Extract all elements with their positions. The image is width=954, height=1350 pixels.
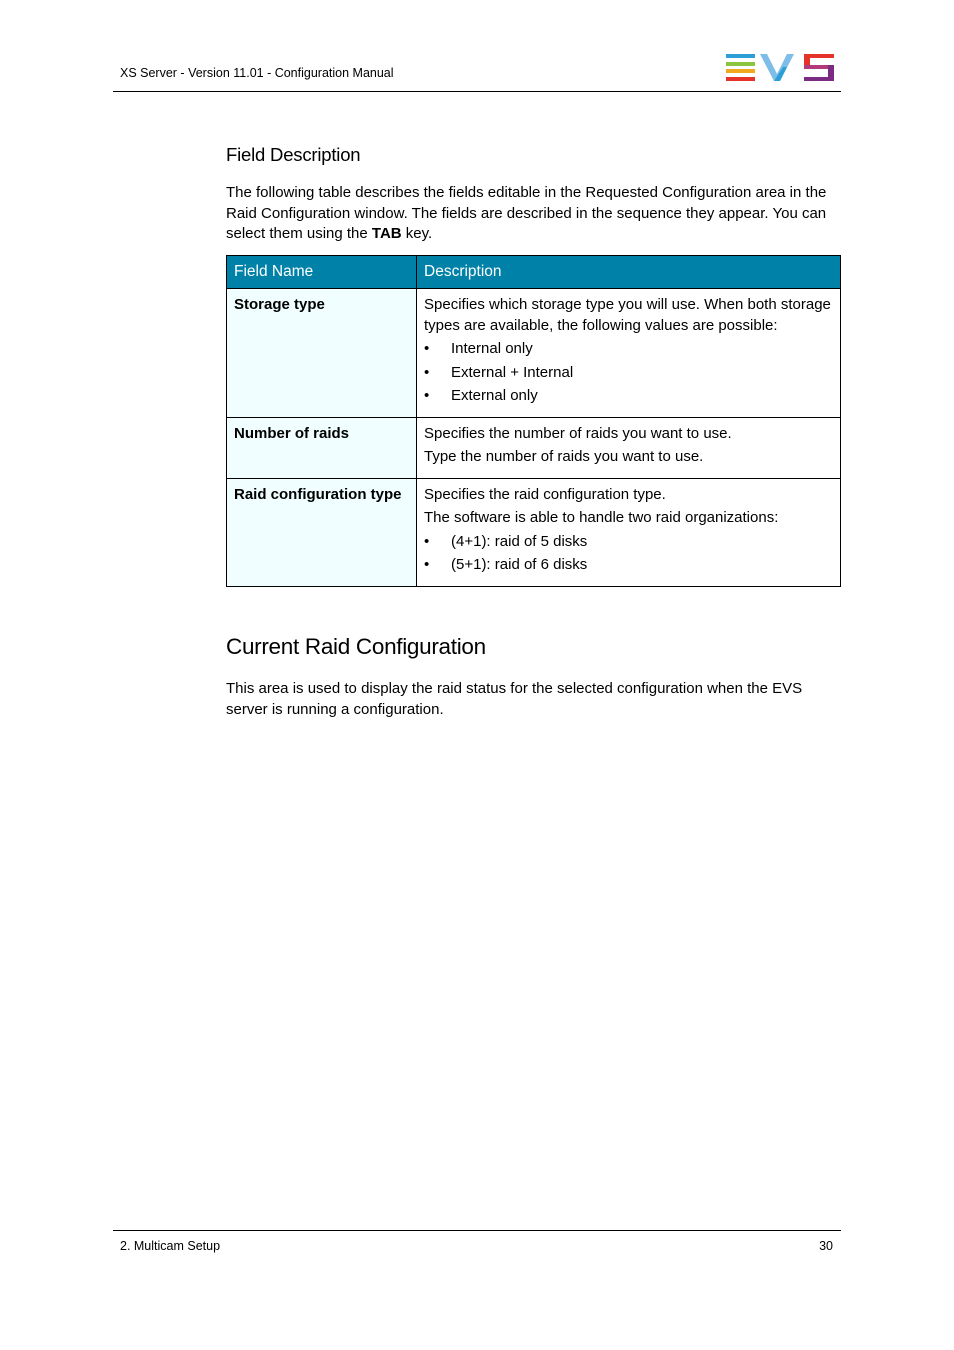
description-text: The software is able to handle two raid organizations: (424, 509, 779, 526)
intro-text-end: key. (401, 225, 433, 242)
list-item: • (5+1): raid of 6 disks (424, 555, 833, 576)
value-list (424, 532, 833, 576)
intro-paragraph (226, 183, 846, 245)
table-row (227, 478, 841, 586)
section-heading-field-description: Field Description (226, 144, 361, 165)
list-item: • External + Internal (424, 363, 833, 384)
document-title: XS Server - Version 11.01 - Configuration Manual (120, 66, 394, 80)
description-text: Specifies which storage type you will use. When both storage types are available, the following values are possible: (424, 296, 831, 334)
field-description-table (226, 255, 841, 587)
description-cell (417, 417, 841, 478)
list-item: • (4+1): raid of 5 disks (424, 532, 833, 553)
list-item: • Internal only (424, 339, 833, 360)
column-header-field-name: Field Name (227, 256, 417, 289)
page-footer (113, 1230, 841, 1253)
page-header (113, 48, 841, 92)
description-cell (417, 478, 841, 586)
description-cell (417, 289, 841, 418)
field-name-cell: Raid configuration type (227, 478, 417, 586)
current-raid-paragraph: This area is used to display the raid status for the selected configuration when the EVS server is running a configuration. (226, 680, 803, 718)
description-text: Specifies the raid configuration type. (424, 485, 666, 503)
column-header-description: Description (417, 256, 841, 289)
list-item: • External only (424, 386, 833, 407)
table-row (227, 417, 841, 478)
field-name-cell: Storage type (227, 289, 417, 418)
intro-text-start: The following table describes the fields editable in the Requested Configuration area in the Raid Configuration window. The fields are described in the sequence they appear. You can select them using the (226, 184, 827, 242)
intro-key-name: TAB (371, 225, 402, 242)
chapter-label: 2. Multicam Setup (120, 1239, 221, 1253)
value-list (424, 339, 833, 407)
description-text: Specifies the number of raids you want to use. (424, 424, 732, 442)
page-number: 30 (819, 1239, 833, 1253)
description-text: Type the number of raids you want to use. (424, 448, 704, 465)
evs-logo (726, 54, 834, 81)
field-name-cell: Number of raids (227, 417, 417, 478)
table-header-row (227, 256, 841, 289)
section-heading-current-raid-configuration: Current Raid Configuration (226, 634, 486, 659)
table-row (227, 289, 841, 418)
